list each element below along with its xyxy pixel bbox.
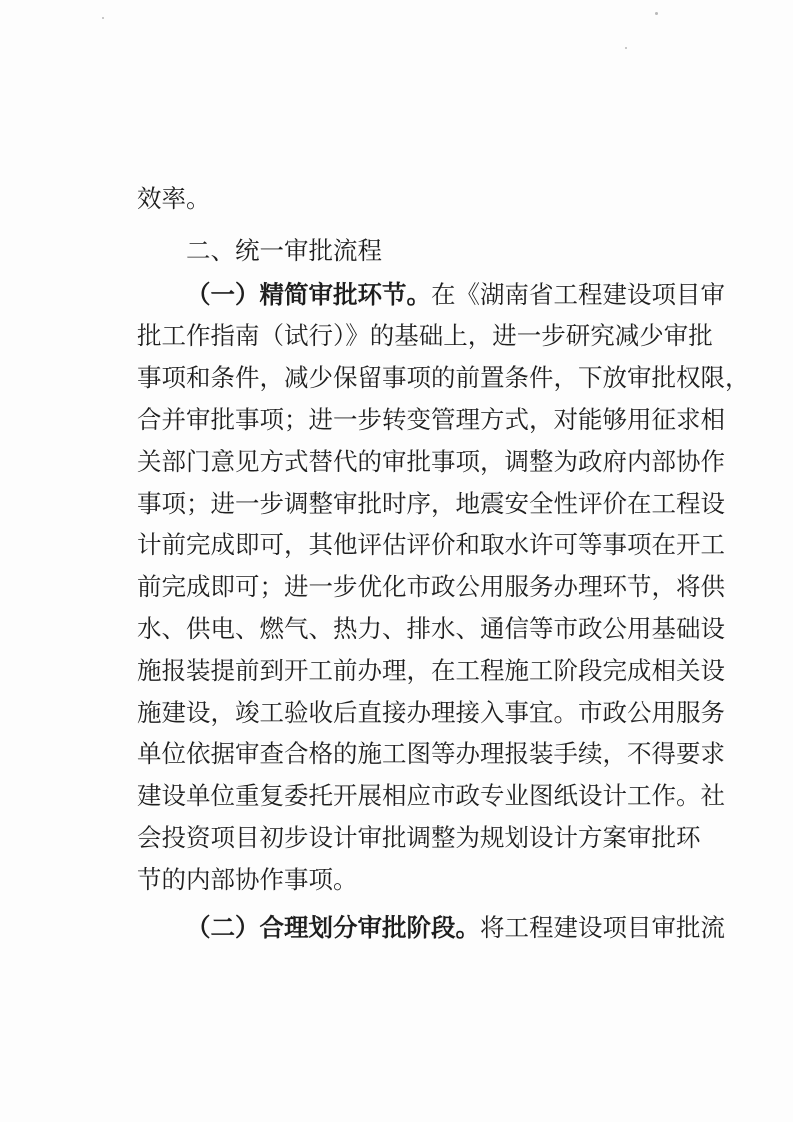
paragraph-line: 施报装提前到开工前办理，在工程施工阶段完成相关设 — [137, 655, 725, 685]
paragraph-line: 事项；进一步调整审批时序，地震安全性评价在工程设 — [137, 488, 725, 518]
paragraph-line: 前完成即可；进一步优化市政公用服务办理环节，将供 — [137, 572, 725, 602]
subsection-1-lead-text: 在《湖南省工程建设项目审 — [431, 279, 725, 309]
paragraph-line: 事项和条件，减少保留事项的前置条件，下放审批权限， — [137, 363, 750, 393]
section-heading: 二、统一审批流程 — [186, 235, 382, 265]
text-line: 效率。 — [137, 184, 211, 213]
paragraph-line: 关部门意见方式替代的审批事项，调整为政府内部协作 — [137, 446, 725, 476]
scan-speck — [655, 12, 658, 15]
paragraph-line: 批工作指南（试行）》的基础上，进一步研究减少审批 — [137, 321, 713, 351]
subsection-1-first-line — [137, 274, 725, 316]
subsection-1-title: （一）精简审批环节。 — [186, 279, 431, 309]
document-body — [137, 178, 750, 948]
paragraph-line: 计前完成即可，其他评估评价和取水许可等事项在开工 — [137, 530, 725, 560]
scan-speck — [102, 17, 104, 19]
subsection-2-title: （二）合理划分审批阶段。 — [186, 912, 480, 942]
scan-speck — [625, 47, 627, 49]
paragraph-line: 单位依据审查合格的施工图等办理报装手续，不得要求 — [137, 739, 725, 769]
paragraph-line: 合并审批事项；进一步转变管理方式，对能够用征求相 — [137, 404, 725, 434]
paragraph-line: 施建设，竣工验收后直接办理接入事宜。市政公用服务 — [137, 697, 725, 727]
paragraph-line: 节的内部协作事项。 — [137, 864, 358, 894]
paragraph-line: 水、供电、燃气、热力、排水、通信等市政公用基础设 — [137, 613, 725, 643]
subsection-2-lead-text: 将工程建设项目审批流 — [480, 912, 725, 942]
subsection-2-first-line — [137, 907, 725, 949]
paragraph-line: 会投资项目初步设计审批调整为规划设计方案审批环 — [137, 822, 701, 852]
paragraph-line: 建设单位重复委托开展相应市政专业图纸设计工作。社 — [137, 781, 725, 811]
